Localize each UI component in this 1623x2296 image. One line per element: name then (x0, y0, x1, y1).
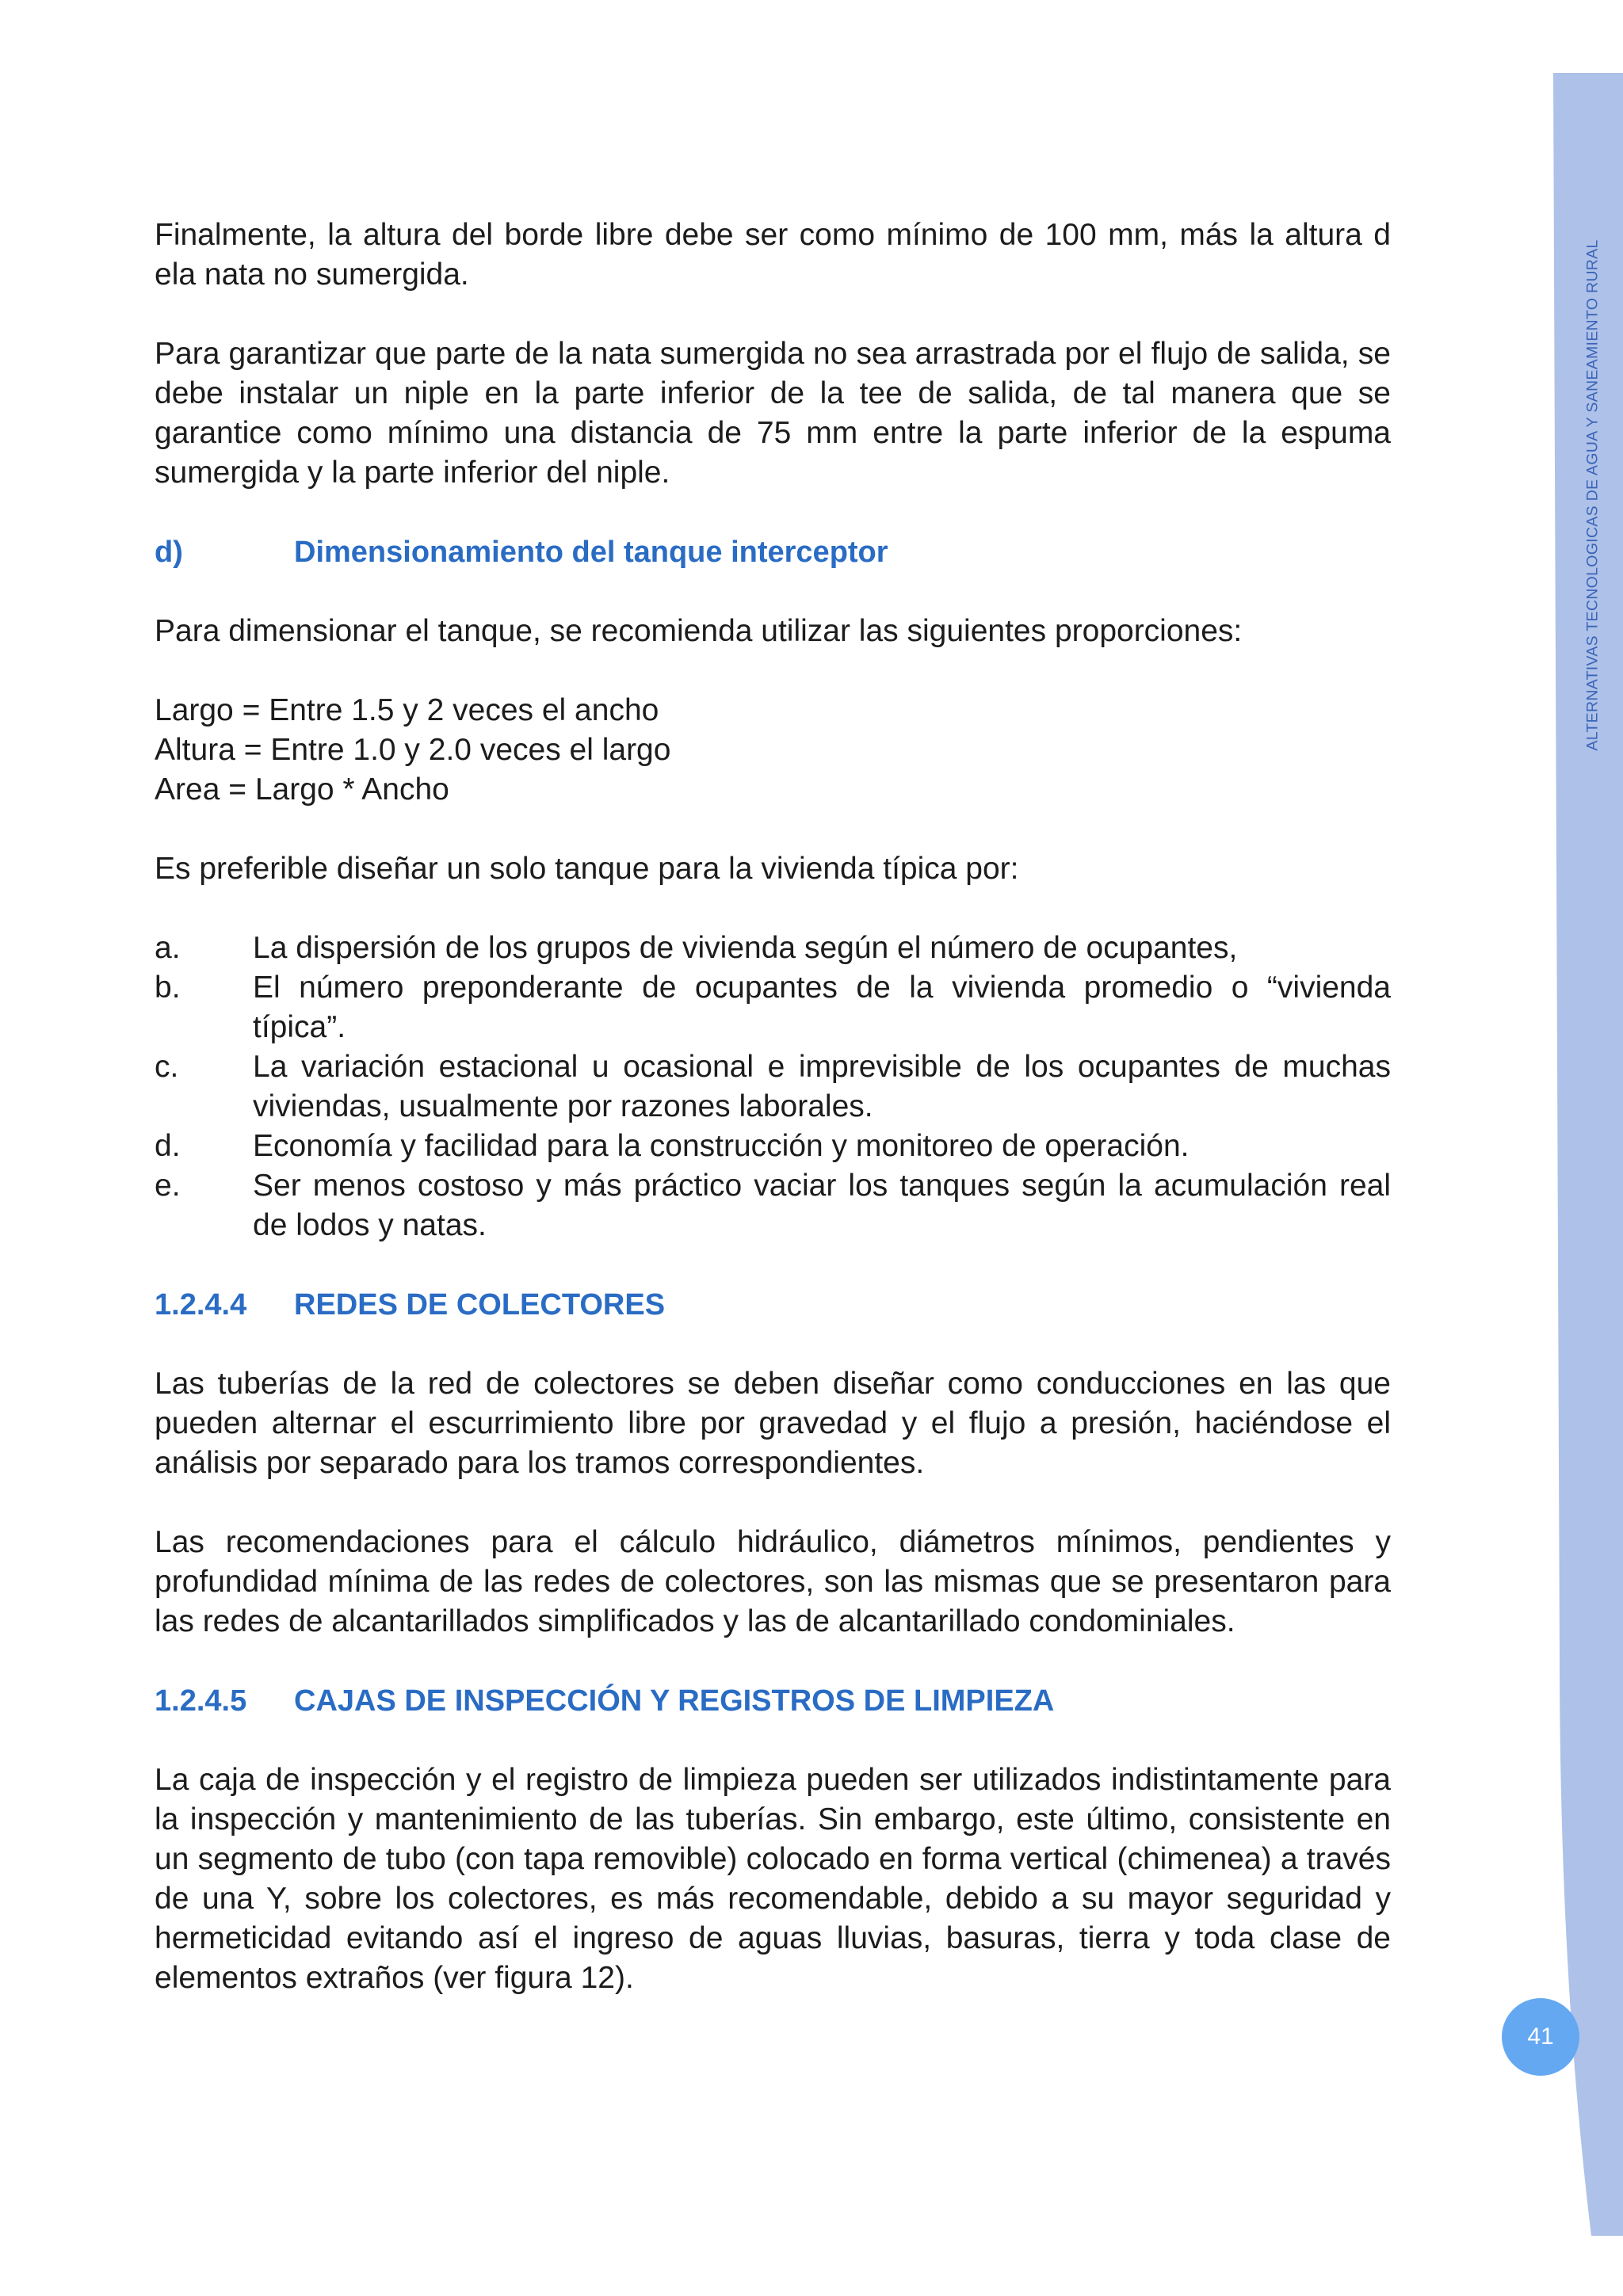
section-number: d) (155, 536, 183, 569)
section-title: Dimensionamiento del tanque interceptor (294, 536, 888, 569)
section-heading-1244 (155, 1285, 1391, 1325)
paragraph-niple: Para garantizar que parte de la nata sumergida no sea arrastrada por el flujo de salida, se debe instalar un niple en la parte inferior de la tee de salida, de tal manera que se garantice como mínimo una distancia de 75 mm entre la parte inferior de la espuma sumergida y la parte inferior del niple. (155, 337, 1391, 490)
section-title: CAJAS DE INSPECCIÓN Y REGISTROS DE LIMPIEZA (294, 1684, 1055, 1718)
paragraph-recomendaciones: Las recomendaciones para el cálculo hidráulico, diámetros mínimos, pendientes y profundidad mínima de las redes de colectores, son las mismas que se presentaron para las redes de alcantarillados simplificados y las de alcantarillado condominiales. (155, 1525, 1391, 1638)
list-marker: a. (155, 931, 181, 965)
paragraph-tuberias: Las tuberías de la red de colectores se deben diseñar como conducciones en las que pueden alternar el escurrimiento libre por gravedad y el flujo a presión, haciéndose el análisis por separado para los tramos correspondientes. (155, 1367, 1391, 1480)
proportion-line: Altura = Entre 1.0 y 2.0 veces el largo (155, 733, 671, 767)
list-item (155, 929, 1391, 968)
proportion-line: Largo = Entre 1.5 y 2 veces el ancho (155, 693, 659, 727)
section-heading-1245 (155, 1681, 1391, 1721)
list-marker: b. (155, 971, 181, 1005)
running-header: ALTERNATIVAS TECNOLOGICAS DE AGUA Y SANEAMIENTO RURAL (1583, 239, 1602, 751)
list-item (155, 1127, 1391, 1166)
section-title: REDES DE COLECTORES (294, 1288, 666, 1322)
list-text: El número preponderante de ocupantes de la vivienda promedio o “vivienda típica”. (253, 971, 1391, 1044)
list-text: La variación estacional u ocasional e imprevisible de los ocupantes de muchas viviendas, usualmente por razones laborales. (253, 1050, 1391, 1123)
list-marker: e. (155, 1169, 181, 1203)
list-item (155, 968, 1391, 1047)
paragraph-preferible: Es preferible diseñar un solo tanque para la vivienda típica por: (155, 852, 1019, 886)
list-marker: d. (155, 1129, 181, 1163)
list-marker: c. (155, 1050, 179, 1084)
section-number: 1.2.4.4 (155, 1288, 247, 1322)
paragraph-borde-libre: Finalmente, la altura del borde libre debe ser como mínimo de 100 mm, más la altura d ela nata no sumergida. (155, 218, 1391, 292)
page-number-badge: 41 (1502, 1998, 1579, 2076)
proportions-list (155, 691, 1391, 810)
list-text: Ser menos costoso y más práctico vaciar los tanques según la acumulación real de lodos y natas. (253, 1169, 1391, 1242)
reasons-list (155, 929, 1391, 1245)
list-text: La dispersión de los grupos de vivienda según el número de ocupantes, (253, 931, 1238, 965)
list-text: Economía y facilidad para la construcción y monitoreo de operación. (253, 1129, 1190, 1163)
list-item (155, 1166, 1391, 1245)
page-content (155, 215, 1391, 1998)
proportion-line: Area = Largo * Ancho (155, 772, 449, 807)
paragraph-dimensionar: Para dimensionar el tanque, se recomienda utilizar las siguientes proporciones: (155, 614, 1243, 648)
paragraph-caja-inspeccion: La caja de inspección y el registro de limpieza pueden ser utilizados indistintamente para la inspección y mantenimiento de las tuberías. Sin embargo, este último, consistente en un segmento de tubo (con tapa removible) colocado en forma vertical (chimenea) a través de una Y, sobre los colectores, es más recomendable, debido a su mayor seguridad y hermeticidad evitando así el ingreso de aguas lluvias, basuras, tierra y toda clase de elementos extraños (ver figura 12). (155, 1763, 1391, 1995)
section-number: 1.2.4.5 (155, 1684, 247, 1718)
list-item (155, 1047, 1391, 1127)
section-heading-d (155, 532, 1391, 572)
